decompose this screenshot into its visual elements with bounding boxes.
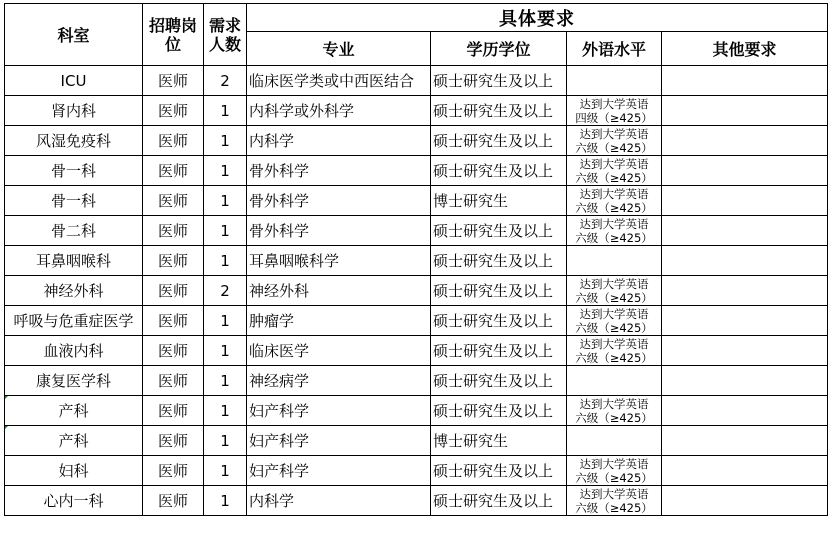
cell-other[interactable]	[662, 336, 828, 366]
header-specific-requirements: 具体要求	[247, 4, 828, 32]
language-line-2: 六级（≥425）	[575, 471, 653, 485]
table-row	[5, 306, 828, 336]
cell-other[interactable]	[662, 156, 828, 186]
cell-count[interactable]: 2	[204, 276, 247, 306]
table-row	[5, 486, 828, 516]
language-line-2: 六级（≥425）	[575, 321, 653, 335]
cell-count[interactable]: 1	[204, 486, 247, 516]
cell-language[interactable]	[567, 186, 662, 216]
cell-dept[interactable]: 血液内科	[5, 336, 143, 366]
cell-major[interactable]: 骨外科学	[247, 156, 431, 186]
language-line-1: 达到大学英语	[579, 127, 649, 141]
language-line-1: 达到大学英语	[579, 397, 649, 411]
cell-count[interactable]: 1	[204, 426, 247, 456]
cell-language[interactable]	[567, 96, 662, 126]
cell-dept[interactable]: 耳鼻咽喉科	[5, 246, 143, 276]
language-line-1: 达到大学英语	[579, 217, 649, 231]
table-row	[5, 96, 828, 126]
cell-position[interactable]: 医师	[143, 96, 204, 126]
table-row	[5, 216, 828, 246]
cell-degree[interactable]: 硕士研究生及以上	[431, 156, 567, 186]
cell-position[interactable]: 医师	[143, 336, 204, 366]
cell-degree[interactable]: 博士研究生	[431, 426, 567, 456]
language-line-1: 达到大学英语	[579, 97, 649, 111]
language-line-1: 达到大学英语	[579, 157, 649, 171]
cell-major[interactable]: 妇产科学	[247, 396, 431, 426]
cell-language[interactable]	[567, 396, 662, 426]
header-degree: 学历学位	[431, 32, 567, 66]
cell-major[interactable]: 临床医学	[247, 336, 431, 366]
cell-language[interactable]	[567, 486, 662, 516]
language-line-2: 六级（≥425）	[575, 291, 653, 305]
cell-count[interactable]: 1	[204, 126, 247, 156]
cell-dept[interactable]: 骨二科	[5, 216, 143, 246]
cell-position[interactable]: 医师	[143, 366, 204, 396]
cell-major[interactable]: 内科学	[247, 126, 431, 156]
table-row	[5, 456, 828, 486]
cell-count[interactable]: 1	[204, 396, 247, 426]
cell-other[interactable]	[662, 96, 828, 126]
recruitment-table	[4, 3, 828, 516]
header-major: 专业	[247, 32, 431, 66]
cell-language[interactable]	[567, 156, 662, 186]
cell-position[interactable]: 医师	[143, 246, 204, 276]
cell-other[interactable]	[662, 396, 828, 426]
language-line-2: 四级（≥425）	[575, 111, 653, 125]
cell-count[interactable]: 1	[204, 336, 247, 366]
cell-position[interactable]: 医师	[143, 216, 204, 246]
language-line-1: 达到大学英语	[579, 277, 649, 291]
cell-language[interactable]	[567, 306, 662, 336]
cell-language[interactable]	[567, 246, 662, 276]
cell-position[interactable]: 医师	[143, 486, 204, 516]
cell-language[interactable]	[567, 366, 662, 396]
cell-other[interactable]	[662, 186, 828, 216]
cell-dept[interactable]: 心内一科	[5, 486, 143, 516]
cell-dept[interactable]: 肾内科	[5, 96, 143, 126]
cell-major[interactable]: 骨外科学	[247, 216, 431, 246]
header-row-1	[5, 4, 828, 32]
cell-language[interactable]	[567, 336, 662, 366]
cell-count[interactable]: 1	[204, 456, 247, 486]
cell-major[interactable]: 肿瘤学	[247, 306, 431, 336]
cell-count[interactable]: 1	[204, 96, 247, 126]
cell-position[interactable]: 医师	[143, 456, 204, 486]
cell-language[interactable]	[567, 66, 662, 96]
cell-major[interactable]: 妇产科学	[247, 456, 431, 486]
table-row	[5, 366, 828, 396]
cell-dept[interactable]: 康复医学科	[5, 366, 143, 396]
cell-degree[interactable]: 硕士研究生及以上	[431, 246, 567, 276]
language-line-2: 六级（≥425）	[575, 231, 653, 245]
cell-count[interactable]: 1	[204, 246, 247, 276]
cell-position[interactable]: 医师	[143, 426, 204, 456]
cell-other[interactable]	[662, 366, 828, 396]
cell-major[interactable]: 神经外科	[247, 276, 431, 306]
table-row	[5, 336, 828, 366]
table-row	[5, 156, 828, 186]
language-line-2: 六级（≥425）	[575, 141, 653, 155]
cell-dept[interactable]: 呼吸与危重症医学	[5, 306, 143, 336]
cell-degree[interactable]: 博士研究生	[431, 186, 567, 216]
cell-other[interactable]	[662, 486, 828, 516]
cell-other[interactable]	[662, 66, 828, 96]
cell-language[interactable]	[567, 216, 662, 246]
cell-position[interactable]: 医师	[143, 306, 204, 336]
cell-position[interactable]: 医师	[143, 396, 204, 426]
cell-other[interactable]	[662, 276, 828, 306]
header-dept: 科室	[5, 4, 143, 66]
cell-major[interactable]: 妇产科学	[247, 426, 431, 456]
cell-language[interactable]	[567, 126, 662, 156]
table-row	[5, 396, 828, 426]
header-language: 外语水平	[567, 32, 662, 66]
cell-position[interactable]: 医师	[143, 66, 204, 96]
language-line-2: 六级（≥425）	[575, 351, 653, 365]
cell-language[interactable]	[567, 426, 662, 456]
cell-major[interactable]: 内科学或外科学	[247, 96, 431, 126]
cell-major[interactable]: 内科学	[247, 486, 431, 516]
table-row	[5, 426, 828, 456]
cell-position[interactable]: 医师	[143, 126, 204, 156]
cell-degree[interactable]: 硕士研究生及以上	[431, 456, 567, 486]
cell-count[interactable]: 1	[204, 366, 247, 396]
header-position: 招聘岗位	[143, 4, 204, 66]
cell-count[interactable]: 2	[204, 66, 247, 96]
cell-other[interactable]	[662, 306, 828, 336]
language-line-1: 达到大学英语	[579, 457, 649, 471]
language-line-1: 达到大学英语	[579, 337, 649, 351]
table-row	[5, 126, 828, 156]
cell-degree[interactable]: 硕士研究生及以上	[431, 276, 567, 306]
cell-dept[interactable]: 妇科	[5, 456, 143, 486]
table-row	[5, 246, 828, 276]
cell-dept[interactable]: 骨一科	[5, 156, 143, 186]
language-line-1: 达到大学英语	[579, 187, 649, 201]
language-line-1: 达到大学英语	[579, 307, 649, 321]
cell-language[interactable]	[567, 456, 662, 486]
cell-dept[interactable]: 神经外科	[5, 276, 143, 306]
table-row	[5, 186, 828, 216]
language-line-2: 六级（≥425）	[575, 201, 653, 215]
cell-position[interactable]: 医师	[143, 186, 204, 216]
table-row	[5, 276, 828, 306]
language-line-1: 达到大学英语	[579, 487, 649, 501]
cell-dept[interactable]: 骨一科	[5, 186, 143, 216]
cell-count[interactable]: 1	[204, 306, 247, 336]
cell-major[interactable]: 临床医学类或中西医结合	[247, 66, 431, 96]
cell-other[interactable]	[662, 426, 828, 456]
cell-count[interactable]: 1	[204, 216, 247, 246]
cell-major[interactable]: 骨外科学	[247, 186, 431, 216]
cell-degree[interactable]: 硕士研究生及以上	[431, 216, 567, 246]
language-line-2: 六级（≥425）	[575, 501, 653, 515]
cell-position[interactable]: 医师	[143, 156, 204, 186]
table-row	[5, 66, 828, 96]
cell-language[interactable]	[567, 276, 662, 306]
cell-degree[interactable]: 硕士研究生及以上	[431, 96, 567, 126]
cell-major[interactable]: 神经病学	[247, 366, 431, 396]
cell-dept[interactable]: 产科	[5, 396, 143, 426]
language-line-2: 六级（≥425）	[575, 411, 653, 425]
cell-degree[interactable]: 硕士研究生及以上	[431, 66, 567, 96]
cell-major[interactable]: 耳鼻咽喉科学	[247, 246, 431, 276]
cell-position[interactable]: 医师	[143, 276, 204, 306]
cell-dept[interactable]: 风湿免疫科	[5, 126, 143, 156]
header-other: 其他要求	[662, 32, 828, 66]
cell-degree[interactable]: 硕士研究生及以上	[431, 306, 567, 336]
cell-other[interactable]	[662, 246, 828, 276]
cell-dept[interactable]: 产科	[5, 426, 143, 456]
cell-degree[interactable]: 硕士研究生及以上	[431, 486, 567, 516]
cell-count[interactable]: 1	[204, 156, 247, 186]
cell-other[interactable]	[662, 216, 828, 246]
language-line-2: 六级（≥425）	[575, 171, 653, 185]
cell-count[interactable]: 1	[204, 186, 247, 216]
cell-other[interactable]	[662, 126, 828, 156]
cell-degree[interactable]: 硕士研究生及以上	[431, 396, 567, 426]
header-count: 需求人数	[204, 4, 247, 66]
cell-other[interactable]	[662, 456, 828, 486]
cell-degree[interactable]: 硕士研究生及以上	[431, 126, 567, 156]
cell-degree[interactable]: 硕士研究生及以上	[431, 366, 567, 396]
cell-degree[interactable]: 硕士研究生及以上	[431, 336, 567, 366]
cell-dept[interactable]: ICU	[5, 66, 143, 96]
